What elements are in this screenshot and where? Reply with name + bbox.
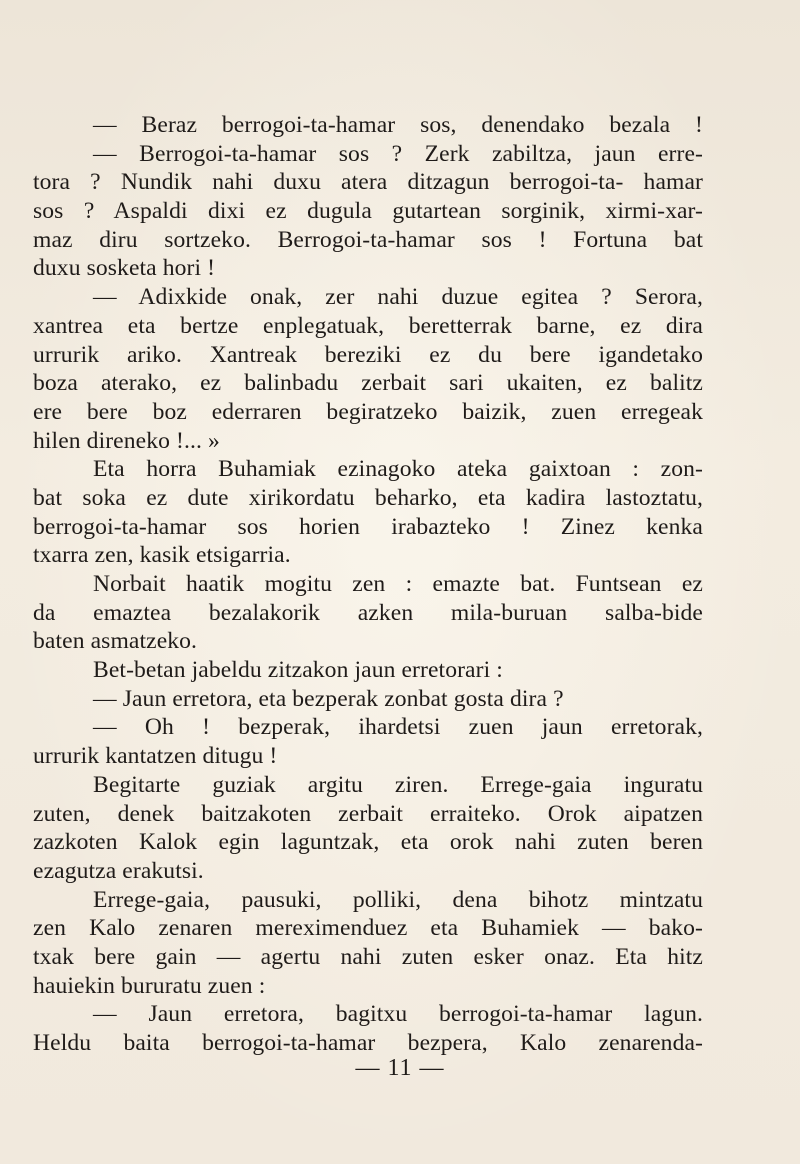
text-line: berrogoi-ta-hamar sos horien irabazteko ! Zinez kenka bbox=[33, 513, 703, 540]
text-line: txarra zen, kasik etsigarria. bbox=[33, 542, 291, 569]
text-line: — Jaun erretora, eta bezperak zonbat gosta dira ? bbox=[93, 685, 564, 712]
text-line: baten asmatzeko. bbox=[33, 628, 198, 655]
text-line: Errege-gaia, pausuki, polliki, dena bihotz mintzatu bbox=[93, 886, 703, 913]
text-line: Norbait haatik mogitu zen : emazte bat. Funtsean ez bbox=[93, 571, 703, 597]
text-line: zuten, denek baitzakoten zerbait erraiteko. Orok aipatzen bbox=[33, 800, 703, 827]
text-line: zazkoten Kalok egin laguntzak, eta orok nahi zuten beren bbox=[33, 829, 703, 856]
text-line: ezagutza erakutsi. bbox=[33, 857, 204, 884]
text-line: txak bere gain — agertu nahi zuten esker onaz. Eta hitz bbox=[33, 943, 703, 970]
text-line: Heldu baita berrogoi-ta-hamar bezpera, Kalo zenarenda- bbox=[33, 1030, 703, 1056]
text-line: maz diru sortzeko. Berrogoi-ta-hamar sos ! Fortuna bat bbox=[33, 226, 703, 253]
text-line: Begitarte guziak argitu ziren. Errege-gaia inguratu bbox=[93, 771, 703, 798]
text-line: xantrea eta bertze enplegatuak, beretterrak barne, ez dira bbox=[33, 312, 703, 339]
text-line: — Oh ! bezperak, ihardetsi zuen jaun erretorak, bbox=[93, 714, 703, 741]
body-text bbox=[33, 111, 703, 1058]
text-line: urrurik ariko. Xantreak bereziki ez du bere igandetako bbox=[33, 341, 703, 368]
text-line: zen Kalo zenaren mereximenduez eta Buhamiek — bako- bbox=[33, 915, 703, 942]
text-line: da emaztea bezalakorik azken mila-buruan salba-bide bbox=[33, 599, 703, 626]
text-line: urrurik kantatzen ditugu ! bbox=[33, 743, 278, 770]
text-line: — Berrogoi-ta-hamar sos ? Zerk zabiltza, jaun erre- bbox=[93, 140, 703, 167]
text-line: boza aterako, ez balinbadu zerbait sari ukaiten, ez balitz bbox=[33, 370, 703, 397]
text-line: Bet-betan jabeldu zitzakon jaun erretorari : bbox=[93, 657, 503, 684]
text-line: ere bere boz ederraren begiratzeko baizik, zuen erregeak bbox=[33, 398, 703, 425]
text-line: bat soka ez dute xirikordatu beharko, eta kadira lastoztatu, bbox=[33, 484, 703, 511]
text-line: Eta horra Buhamiak ezinagoko ateka gaixtoan : zon- bbox=[93, 456, 703, 483]
text-line: — Adixkide onak, zer nahi duzue egitea ? Serora, bbox=[93, 284, 703, 311]
text-line: hauiekin bururatu zuen : bbox=[33, 972, 266, 999]
text-line: duxu sosketa hori ! bbox=[33, 255, 216, 282]
text-line: tora ? Nundik nahi duxu atera ditzagun berrogoi-ta- hamar bbox=[33, 169, 703, 196]
text-line: sos ? Aspaldi dixi ez dugula gutartean sorginik, xirmi-xar- bbox=[33, 198, 703, 225]
text-line: — Jaun erretora, bagitxu berrogoi-ta-hamar lagun. bbox=[93, 1001, 703, 1028]
text-line: — Beraz berrogoi-ta-hamar sos, denendako bezala ! bbox=[93, 112, 703, 138]
page-number: — 11 — bbox=[355, 1055, 445, 1081]
text-line: hilen direneko !... » bbox=[33, 427, 220, 454]
